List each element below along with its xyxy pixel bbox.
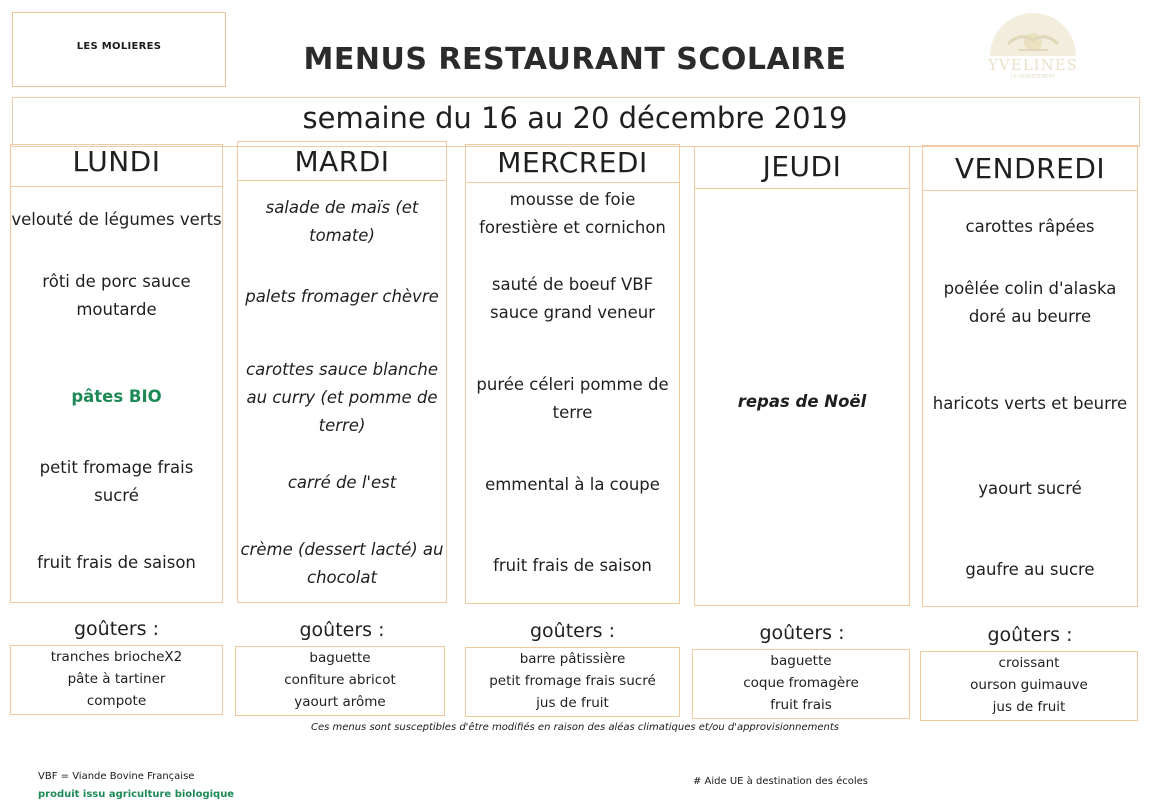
- mercredi-starter: mousse de foie forestière et cornichon: [479, 190, 666, 237]
- vendredi-header-divider: [922, 190, 1138, 191]
- gouter-item: compote: [86, 693, 147, 709]
- week-label: semaine du 16 au 20 décembre 2019: [302, 101, 848, 135]
- school-name-box: [12, 12, 226, 87]
- school-name: LES MOLIERES: [76, 41, 162, 52]
- mercredi-dessert: fruit frais de saison: [493, 556, 652, 575]
- mardi-dessert: crème (dessert lacté) au chocolat: [240, 540, 444, 587]
- mercredi-gouter-title: goûters :: [529, 620, 616, 642]
- vendredi-dessert: gaufre au sucre: [965, 560, 1095, 579]
- day-title-lundi: LUNDI: [72, 145, 161, 178]
- legend-vbf: VBF = Viande Bovine Française: [38, 771, 195, 782]
- gouter-item: petit fromage frais sucré: [489, 673, 656, 689]
- gouter-item: barre pâtissière: [519, 651, 626, 667]
- gouter-item: croissant: [998, 655, 1060, 671]
- gouter-item: jus de fruit: [536, 695, 609, 711]
- jeudi-column-frame: [694, 146, 910, 606]
- mercredi-gouter-list: [465, 648, 680, 714]
- mardi-dairy: carré de l'est: [287, 473, 397, 492]
- gouter-item: baguette: [770, 653, 832, 669]
- vendredi-gouter-list: [920, 652, 1138, 718]
- logo-emblem-icon: [978, 10, 1088, 58]
- gouter-item: fruit frais: [770, 697, 832, 713]
- legend-ue-aid: # Aide UE à destination des écoles: [693, 776, 868, 787]
- jeudi-header-divider: [694, 188, 910, 189]
- mardi-header-divider: [237, 180, 447, 181]
- gouter-item: baguette: [309, 650, 371, 666]
- gouter-item: pâte à tartiner: [67, 671, 166, 687]
- mardi-gouter-title: goûters :: [299, 619, 385, 641]
- vendredi-main: poêlée colin d'alaska doré au beurre: [943, 279, 1117, 326]
- mardi-main: palets fromager chèvre: [245, 287, 439, 306]
- day-title-mercredi: MERCREDI: [497, 146, 648, 179]
- jeudi-noel-meal: repas de Noël: [737, 392, 867, 411]
- mercredi-header-divider: [465, 182, 680, 183]
- mercredi-dairy: emmental à la coupe: [485, 475, 660, 494]
- page-title: MENUS RESTAURANT SCOLAIRE: [303, 42, 847, 77]
- gouter-item: yaourt arôme: [294, 694, 386, 710]
- gouter-item: tranches briocheX2: [50, 649, 183, 665]
- mardi-side: carottes sauce blanche au curry (et pomme de terre): [246, 360, 438, 435]
- lundi-side: pâtes BIO: [71, 387, 162, 406]
- legend-bio: produit issu agriculture biologique: [38, 789, 235, 800]
- jeudi-gouter-list: [692, 650, 910, 716]
- disclaimer-note: Ces menus sont susceptibles d'être modifiés en raison des aléas climatiques et/ou d'approvisionnements: [310, 722, 840, 733]
- lundi-starter: velouté de légumes verts: [11, 210, 222, 229]
- vendredi-side: haricots verts et beurre: [932, 394, 1128, 413]
- gouter-item: jus de fruit: [992, 699, 1066, 715]
- gouter-item: confiture abricot: [284, 672, 396, 688]
- mardi-gouter-list: [235, 647, 445, 713]
- vendredi-dairy: yaourt sucré: [978, 479, 1082, 498]
- mercredi-side: purée céleri pomme de terre: [476, 375, 669, 422]
- day-title-vendredi: VENDREDI: [954, 152, 1106, 185]
- lundi-dessert: fruit frais de saison: [37, 553, 196, 572]
- mardi-starter: salade de maïs (et tomate): [265, 198, 419, 245]
- vendredi-gouter-title: goûters :: [987, 624, 1073, 646]
- jeudi-gouter-title: goûters :: [759, 622, 845, 644]
- lundi-main: rôti de porc sauce moutarde: [42, 272, 191, 319]
- lundi-gouter-title: goûters :: [73, 618, 160, 640]
- gouter-item: coque fromagère: [743, 675, 859, 691]
- department-logo: [978, 10, 1088, 80]
- vendredi-starter: carottes râpées: [965, 217, 1095, 236]
- logo-subtext: LE DÉPARTEMENT: [1010, 74, 1056, 80]
- day-title-jeudi: JEUDI: [762, 150, 842, 183]
- lundi-dairy: petit fromage frais sucré: [39, 458, 194, 505]
- gouter-item: ourson guimauve: [970, 677, 1088, 693]
- mercredi-main: sauté de boeuf VBF sauce grand veneur: [490, 275, 655, 322]
- lundi-header-divider: [10, 186, 223, 187]
- day-title-mardi: MARDI: [294, 145, 390, 178]
- lundi-gouter-list: [10, 646, 223, 712]
- logo-text: YVELINES: [988, 56, 1078, 74]
